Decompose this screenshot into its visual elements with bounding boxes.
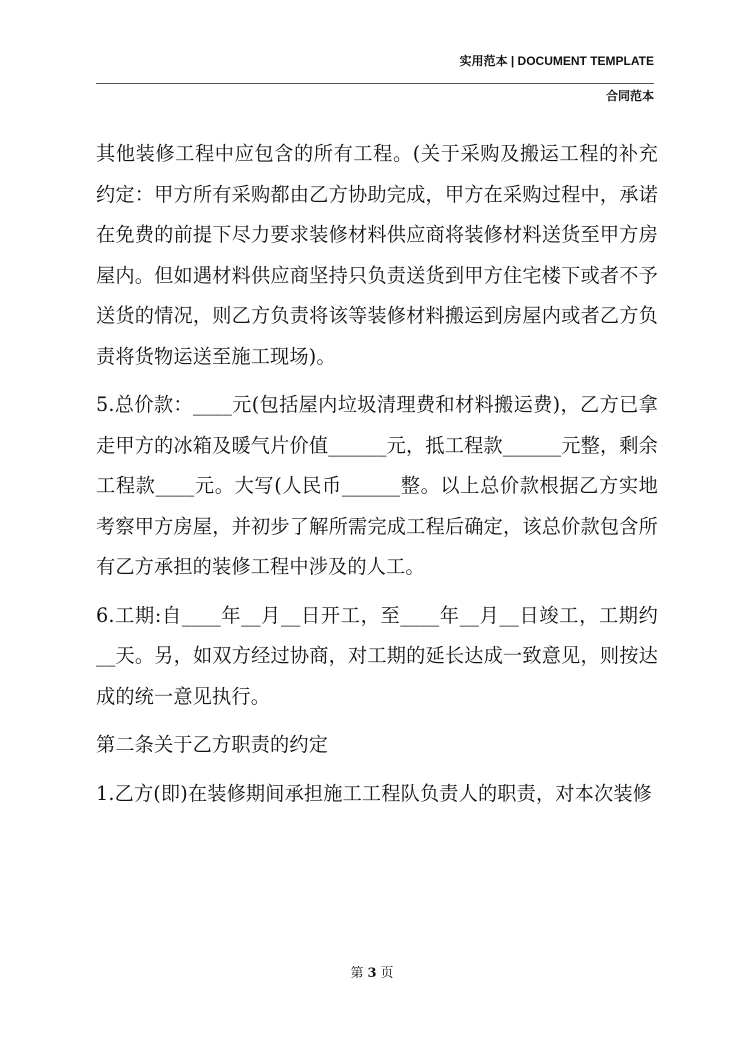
header-subtitle: 合同范本 [605,89,654,103]
footer-prefix: 第 [350,966,364,981]
paragraph-schedule: 6.工期:自____年__月__日开工，至____年__月__日竣工，工期约__天。另，如双方经过协商，对工期的延长达成一致意见，则按达成的统一意见执行。 [96,603,658,708]
page-number: 3 [367,966,377,981]
header-title: 实用范本 | DOCUMENT TEMPLATE [459,54,654,68]
paragraph-total-price: 5.总价款：____元(包括屋内垃圾清理费和材料搬运费)，乙方已拿走甲方的冰箱及暖气片价值______元，抵工程款______元整，剩余工程款____元。大写(人民币______整。以上总价款根据乙方实地考察甲方房屋，并初步了解所需完成工程后确定，该总价款包含所有乙方承担的装修工程中涉及的人工。 [96,393,658,578]
section-heading: 第二条关于乙方职责的约定 [96,733,329,756]
header-divider [96,83,654,84]
paragraph-procurement: 其他装修工程中应包含的所有工程。(关于采购及搬运工程的补充约定：甲方所有采购都由乙方协助完成，甲方在采购过程中，承诺在免费的前提下尽力要求装修材料供应商将装修材料送货至甲方房屋内。但如遇材料供应商坚持只负责送货到甲方住宅楼下或者不予送货的情况，则乙方负责将该等装修材料搬运到房屋内或者乙方负责将货物运送至施工现场)。 [96,142,658,368]
document-body [96,134,658,822]
page-footer [0,962,744,981]
footer-suffix: 页 [380,966,394,981]
paragraph-party-b-duty: 1.乙方(即)在装修期间承担施工工程队负责人的职责，对本次装修 [96,781,652,805]
page-header [96,50,654,103]
